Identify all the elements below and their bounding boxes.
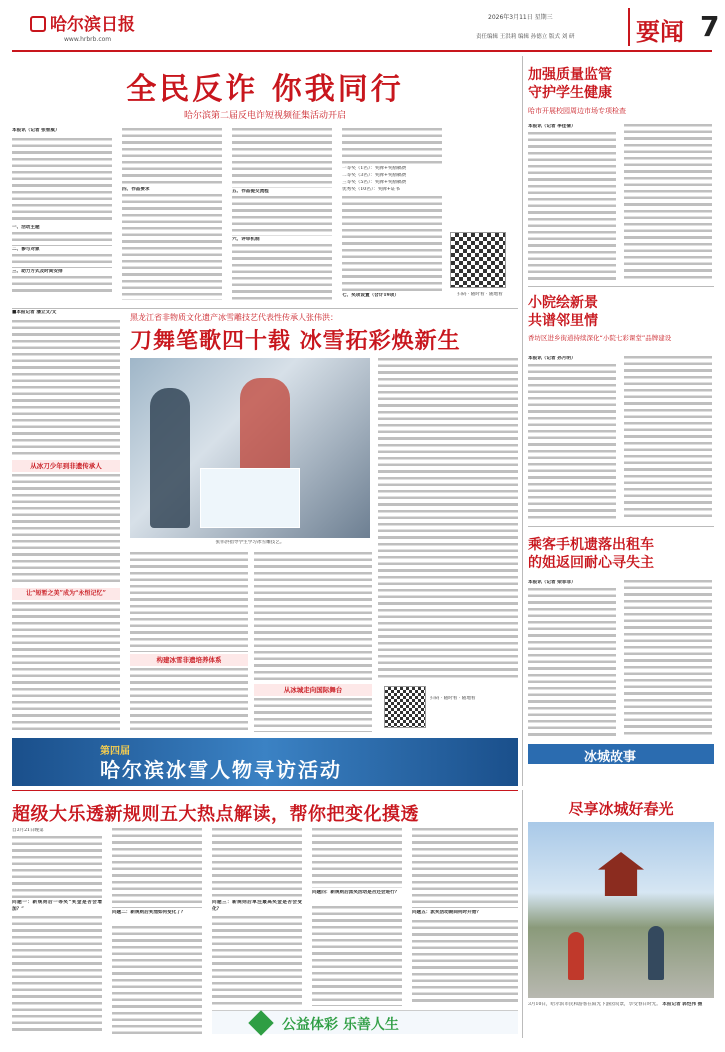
culture-story [12, 310, 518, 736]
lead-section-head-1: 一、活动主题 [12, 225, 40, 230]
bottom-text-col2b [112, 926, 202, 1034]
page-number: 7 [700, 10, 720, 43]
bottom-text-col1a [12, 836, 102, 898]
culture-text-col1c [12, 602, 120, 732]
culture-text-col2b [130, 668, 248, 732]
right-story-1-text-a [528, 132, 616, 280]
lead-bottom-rule [12, 308, 518, 309]
right-story-1-headline: 加强质量监管 守护学生健康 [528, 67, 612, 101]
sports-lottery-icon [248, 1010, 273, 1035]
lead-text-col4a [342, 128, 442, 164]
culture-text-col2c [254, 552, 372, 682]
lead-section-head-6: 六、评审机制 [232, 237, 260, 242]
bottom-byline: 自3月21日晚第 [12, 828, 44, 833]
bottom-text-col2a [112, 828, 202, 908]
lead-text-col2b [122, 194, 222, 300]
photo-story-divider [522, 790, 523, 1038]
lead-section-head-5: 五、作品提交流程 [232, 189, 269, 194]
lead-text-col1b [12, 232, 112, 246]
bottom-text-col5a [412, 828, 518, 908]
photo-story-pavilion [598, 852, 644, 896]
bottom-qa-head-2: 问题二：新规则后奖池如何变化了？ [112, 910, 186, 915]
lead-text-col3c [232, 244, 332, 300]
ice-city-tag [528, 744, 714, 764]
bottom-text-col3b [212, 916, 302, 1006]
right-story-3-byline: 本报讯（记者 梁菲菲） [528, 580, 576, 585]
photo-story-image [528, 822, 714, 998]
lead-story [12, 56, 518, 346]
lead-section-head-2: 二、参与对象 [12, 247, 40, 252]
bottom-text-col5b [412, 920, 518, 1006]
lead-text-col3a [232, 128, 332, 188]
right-story-1-text-b [624, 124, 712, 280]
lead-text-col1c [12, 254, 112, 268]
lead-text-col1d [12, 276, 112, 296]
lead-text-col1a [12, 138, 112, 224]
right-story-2-subheadline: 香坊区进乡街道持续深化“小院七彩课堂”品牌建设 [528, 334, 672, 342]
bottom-headline: 超级大乐透新规则五大热点解读，帮你把变化摸透 [12, 804, 419, 825]
bottom-text-col1b [12, 916, 102, 1034]
culture-section-head-2: 让“短暂之美”成为“永恒记忆” [12, 588, 120, 600]
date-line: 2026年3月11日 星期三 [488, 14, 553, 21]
right-story-3-headline: 乘客手机遗落出租车 的姐返回耐心寻失主 [528, 537, 654, 571]
right-col-divider [522, 56, 523, 786]
lead-byline: 本报讯（记者 张智威） [12, 128, 60, 133]
public-service-text: 公益体彩 乐善人生 [282, 1017, 399, 1033]
culture-kicker: 黑龙江省非物质文化遗产冰雪雕技艺代表性传承人张伟洪： [130, 313, 338, 322]
culture-section-head-1: 从冰刀少年到非遗传承人 [12, 460, 120, 472]
lead-prize-3: 三等奖（5名）：奖牌+奖励稿费 [342, 180, 407, 185]
culture-text-col3a [378, 358, 518, 680]
culture-byline: ■本报记者 潘立文/文 [12, 310, 57, 315]
culture-text-col1b [12, 474, 120, 586]
photo-story-person-1 [568, 932, 584, 980]
bottom-text-col4a [312, 828, 402, 888]
photo-story-caption: 3月10日，哈尔滨市民和游客在阳光下游园赏景，享受春日时光。 本报记者 郭恺伟 摄 [528, 1002, 703, 1007]
lead-text-col2a [122, 128, 222, 186]
photo-story-credit: 本报记者 郭恺伟 摄 [662, 1002, 703, 1007]
photo-story-headline: 尽享冰城好春光 [568, 800, 674, 818]
lead-prize-4: 优秀奖（10名）：奖牌+证书 [342, 187, 400, 192]
photo-ice-block [200, 468, 300, 528]
culture-photo-caption: 张伟洪指导学生学习冰雪雕技艺。 [215, 540, 285, 545]
lead-section-head-7: 七、奖项设置（合计19项） [342, 293, 399, 298]
lead-qr-caption: 扫码 · 随时看 · 随地看 [457, 292, 503, 297]
photo-figure-left [150, 388, 190, 528]
lead-headline: 全民反诈 你我同行 [126, 72, 404, 107]
bottom-story [12, 794, 518, 1038]
bottom-text-col3a [212, 828, 302, 898]
lead-section-head-3: 三、助力方式及时间安排 [12, 269, 63, 274]
lead-prize-2: 二等奖（3名）：奖牌+奖励稿费 [342, 173, 407, 178]
public-service-banner [212, 1010, 518, 1034]
series-banner [12, 738, 518, 786]
culture-photo [130, 358, 370, 538]
culture-section-head-4: 从冰城走向国际舞台 [254, 684, 372, 696]
series-banner-prefix: 第四届 [100, 746, 130, 757]
website: www.hrbrb.com [64, 36, 112, 43]
culture-text-col2d [254, 698, 372, 732]
right-story-3 [528, 532, 714, 786]
bottom-story-rule [12, 790, 518, 791]
culture-qr-caption: 扫码 · 随时看 · 随地看 [430, 696, 476, 701]
right-story-3-text-a [528, 588, 616, 738]
section-tab [628, 8, 724, 46]
newspaper-logo: 哈尔滨日报 [30, 10, 135, 35]
culture-headline: 刀舞笔歌四十载 冰雪拓彩焕新生 [130, 329, 461, 354]
right-story-2-rule [528, 526, 714, 527]
bottom-qa-head-3: 问题三：新规则后单注最高奖金是否会变化？ [212, 900, 302, 912]
right-story-2-byline: 本报讯（记者 孙月明） [528, 356, 576, 361]
masthead-rule [12, 50, 712, 52]
editors-line: 责任编辑 王洪莉 编辑 孙德立 版式 刘 研 [476, 34, 575, 40]
culture-section-head-3: 构建冰雪非遗培养体系 [130, 654, 248, 666]
right-story-2-headline: 小院绘新景 共谱邻里情 [528, 295, 598, 329]
series-banner-title: 哈尔滨冰雪人物寻访活动 [100, 758, 342, 782]
right-story-3-text-b [624, 580, 712, 738]
right-story-2 [528, 290, 714, 530]
photo-story-person-2 [648, 926, 664, 980]
ice-city-tag-label: 冰城故事 [584, 750, 637, 765]
photo-story [528, 792, 714, 1038]
lead-prize-1: 一等奖（1名）：奖牌+奖励稿费 [342, 166, 407, 171]
bottom-text-col4b [312, 906, 402, 1006]
right-story-1 [528, 60, 714, 290]
logo-mark-icon [30, 16, 46, 32]
right-story-1-subheadline: 哈市开展校园周边市场专项检查 [528, 107, 626, 115]
masthead [0, 0, 725, 54]
right-story-2-text-a [528, 364, 616, 520]
lead-text-col3b [232, 196, 332, 236]
right-story-1-rule [528, 286, 714, 287]
bottom-qa-head-4: 问题四：新规则后派奖活动是否还会进行？ [312, 890, 400, 895]
culture-text-col2a [130, 552, 248, 652]
lead-subheadline: 哈尔滨第二届反电诈短视频征集活动开启 [183, 111, 346, 121]
right-story-2-text-b [624, 356, 712, 520]
lead-section-head-4: 四、作品要求 [122, 187, 150, 192]
bottom-qa-head-5: 问题五：派奖活动期间何时开始？ [412, 910, 481, 915]
culture-text-col1a [12, 320, 120, 458]
section-title: 要闻 [636, 18, 684, 46]
culture-qr-code[interactable] [384, 686, 426, 728]
lead-text-col4b [342, 196, 442, 292]
lead-qr-code[interactable] [450, 232, 506, 288]
bottom-qa-head-1: 问题一：新规则后一等奖“奖金是否会增加？” [12, 900, 102, 912]
right-story-1-byline: 本报讯（记者 李佳倩） [528, 124, 576, 129]
